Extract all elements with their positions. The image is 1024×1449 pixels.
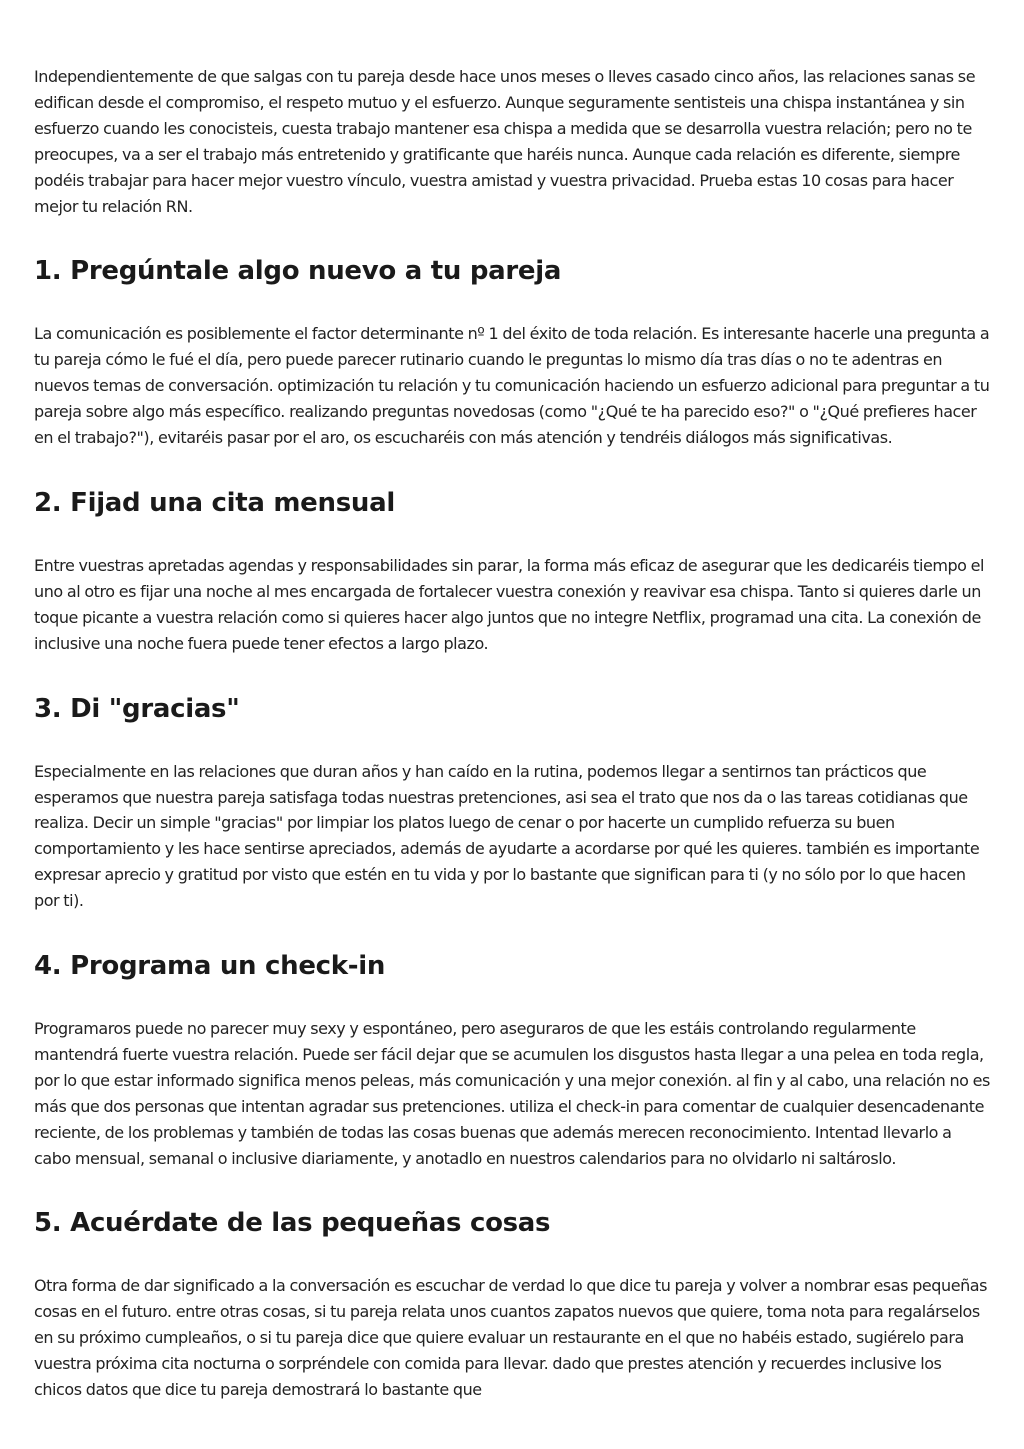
section-1-heading: 1. Pregúntale algo nuevo a tu pareja (34, 256, 562, 287)
section-4-paragraph: Programaros puede no parecer muy sexy y espontáneo, pero aseguraros de que les estáis controlando regularmente mantendrá fuerte vuestra relación. Puede ser fácil dejar que se acumulen los disgustos hasta llegar a una pelea en toda regla, por lo que estar informado significa menos peleas, más comunicación y una mejor conexión. al fin y al cabo, una relación no es más que dos personas que intentan agradar sus pretenciones. utiliza el check-in para comentar de cualquier desencadenante reciente, de los problemas y también de todas las cosas buenas que además merecen reconocimiento. Intentad llevarlo a cabo mensual, semanal o inclusive diariamente, y anotadlo en nuestros calendarios para no olvidarlo ni saltároslo. (34, 1019, 990, 1168)
section-4-heading: 4. Programa un check-in (34, 951, 386, 982)
section-5-paragraph: Otra forma de dar significado a la conversación es escuchar de verdad lo que dice tu pareja y volver a nombrar esas pequeñas cosas en el futuro. entre otras cosas, si tu pareja relata unos cuantos zapatos nuevos que quiere, toma nota para regalárselos en su próximo cumpleaños, o si tu pareja dice que quiere evaluar un restaurante en el que no habéis estado, sugiérelo para vuestra próxima cita nocturna o sorpréndele con comida para llevar. dado que prestes atención y recuerdes inclusive los chicos datos que dice tu pareja demostrará lo bastante que (34, 1276, 988, 1400)
intro-paragraph: Independientemente de que salgas con tu pareja desde hace unos meses o lleves casado cinco años, las relaciones sanas se edifican desde el compromiso, el respeto mutuo y el esfuerzo. Aunque seguramente sentisteis una chispa instantánea y sin esfuerzo cuando les conocisteis, cuesta trabajo mantener esa chispa a medida que se desarrolla vuestra relación; pero no te preocupes, va a ser el trabajo más entretenido y gratificante que haréis nunca. Aunque cada relación es diferente, siempre podéis trabajar para hacer mejor vuestro vínculo, vuestra amistad y vuestra privacidad. Prueba estas 10 cosas para hacer mejor tu relación RN. (34, 67, 976, 216)
section-5-heading: 5. Acuérdate de las pequeñas cosas (34, 1208, 551, 1239)
section-1-paragraph: La comunicación es posiblemente el factor determinante nº 1 del éxito de toda relación. Es interesante hacerle una pregunta a tu pareja cómo le fué el día, pero puede parecer rutinario cuando le preguntas lo mismo día tras días o no te adentras en nuevos temas de conversación. optimización tu relación y tu comunicación haciendo un esfuerzo adicional para preguntar a tu pareja sobre algo más específico. realizando preguntas novedosas (como "¿Qué te ha parecido eso?" o "¿Qué prefieres hacer en el trabajo?"), evitaréis pasar por el aro, os escucharéis con más atención y tendréis diálogos más significativas. (34, 324, 990, 448)
section-2-paragraph: Entre vuestras apretadas agendas y responsabilidades sin parar, la forma más eficaz de asegurar que les dedicaréis tiempo el uno al otro es fijar una noche al mes encargada de fortalecer vuestra conexión y reavivar esa chispa. Tanto si quieres darle un toque picante a vuestra relación como si quieres hacer algo juntos que no integre Netflix, programad una cita. La conexión de inclusive una noche fuera puede tener efectos a largo plazo. (34, 555, 985, 653)
section-3-heading: 3. Di "gracias" (34, 693, 240, 724)
article (34, 64, 992, 1403)
section-3-paragraph: Especialmente en las relaciones que duran años y han caído en la rutina, podemos llegar a sentirnos tan prácticos que esperamos que nuestra pareja satisfaga todas nuestras pretenciones, asi sea el trato que nos da o las tareas cotidianas que realiza. Decir un simple "gracias" por limpiar los platos luego de cenar o por hacerte un cumplido refuerza su buen comportamiento y les hace sentirse apreciados, además de ayudarte a acordarse por qué les quieres. también es importante expresar aprecio y gratitud por visto que estén en tu vida y por lo bastante que significan para ti (y no sólo por lo que hacen por ti). (34, 761, 980, 911)
section-2-heading: 2. Fijad una cita mensual (34, 487, 395, 518)
